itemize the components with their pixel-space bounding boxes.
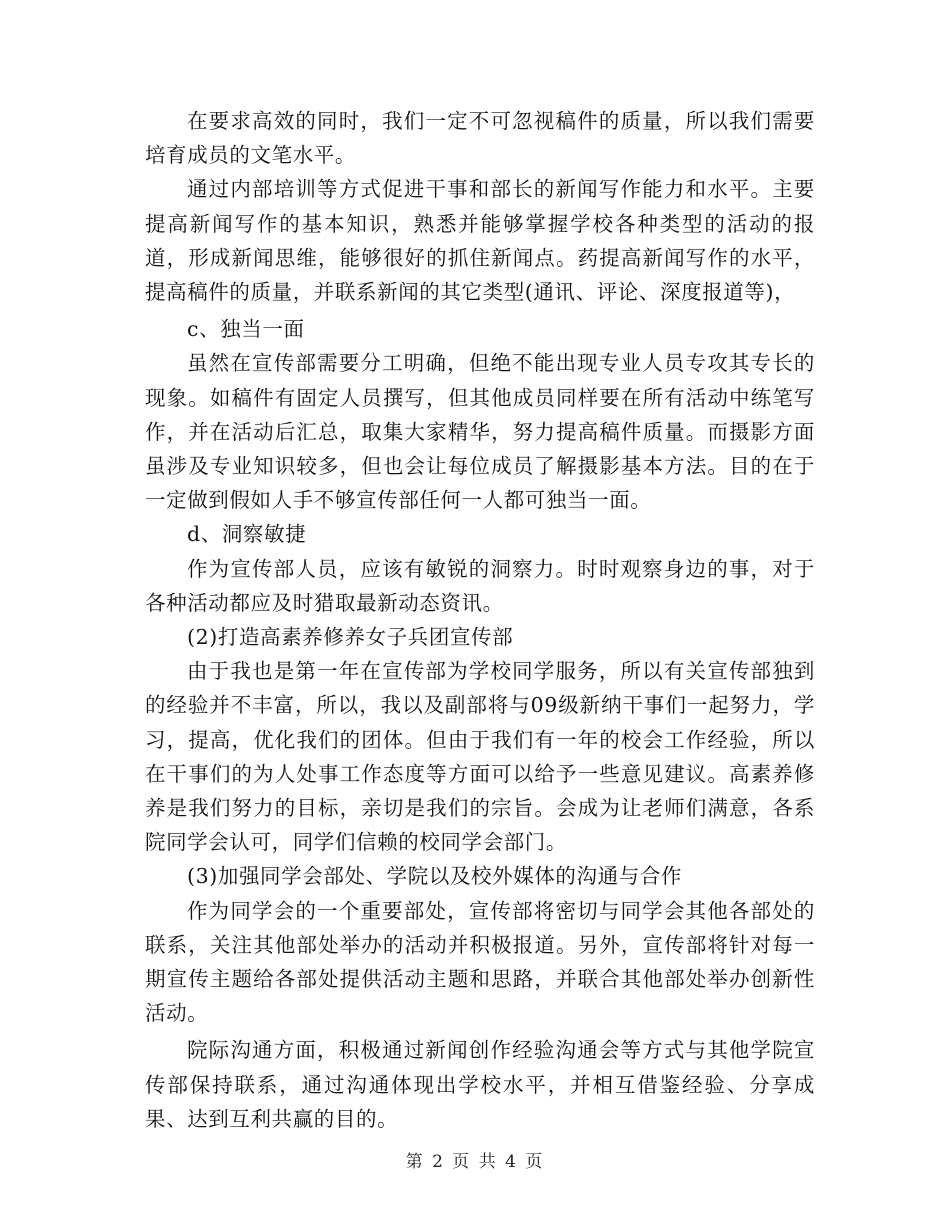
heading-c: c、独当一面	[187, 317, 305, 342]
paragraph-2: 通过内部培训等方式促进干事和部长的新闻写作能力和水平。主要提高新闻写作的基本知识，熟悉并能够掌握学校各种类型的活动的报道，形成新闻思维，能够很好的抓住新闻点。药提高新闻写作的水平，提高稿件的质量，并联系新闻的其它类型(通讯、评论、深度报道等)，	[145, 177, 815, 305]
paragraph-4: 作为宣传部人员，应该有敏锐的洞察力。时时观察身边的事，对于各种活动都应及时猎取最新动态资讯。	[145, 556, 815, 615]
paragraph-7: 院际沟通方面，积极通过新闻创作经验沟通会等方式与其他学院宣传部保持联系，通过沟通体现出学校水平，并相互借鉴经验、分享成果、达到互利共赢的目的。	[145, 1038, 815, 1131]
paragraph-6: 作为同学会的一个重要部处，宣传部将密切与同学会其他各部处的联系，关注其他部处举办的活动并积极报道。另外，宣传部将针对每一期宣传主题给各部处提供活动主题和思路，并联合其他部处举办创新性活动。	[145, 898, 815, 1026]
heading-section-3: (3)加强同学会部处、学院以及校外媒体的沟通与合作	[187, 864, 683, 889]
page-number-footer: 第 2 页 共 4 页	[405, 1152, 545, 1172]
paragraph-5: 由于我也是第一年在宣传部为学校同学服务，所以有关宣传部独到的经验并不丰富，所以，我以及副部将与09级新纳干事们一起努力，学习，提高，优化我们的团体。但由于我们有一年的校会工作经验，所以在干事们的为人处事工作态度等方面可以给予一些意见建议。高素养修养是我们努力的目标，亲切是我们的宗旨。会成为让老师们满意，各系院同学会认可，同学们信赖的校同学会部门。	[145, 659, 815, 855]
heading-section-2: (2)打造高素养修养女子兵团宣传部	[187, 625, 514, 650]
heading-d: d、洞察敏捷	[187, 522, 307, 547]
paragraph-1: 在要求高效的同时，我们一定不可忽视稿件的质量，所以我们需要培育成员的文笔水平。	[145, 109, 815, 168]
paragraph-3: 虽然在宣传部需要分工明确，但绝不能出现专业人员专攻其专长的现象。如稿件有固定人员撰写，但其他成员同样要在所有活动中练笔写作，并在活动后汇总，取集大家精华，努力提高稿件质量。而摄影方面虽涉及专业知识较多，但也会让每位成员了解摄影基本方法。目的在于一定做到假如人手不够宣传部任何一人都可独当一面。	[145, 351, 815, 513]
document-body	[145, 104, 815, 1136]
